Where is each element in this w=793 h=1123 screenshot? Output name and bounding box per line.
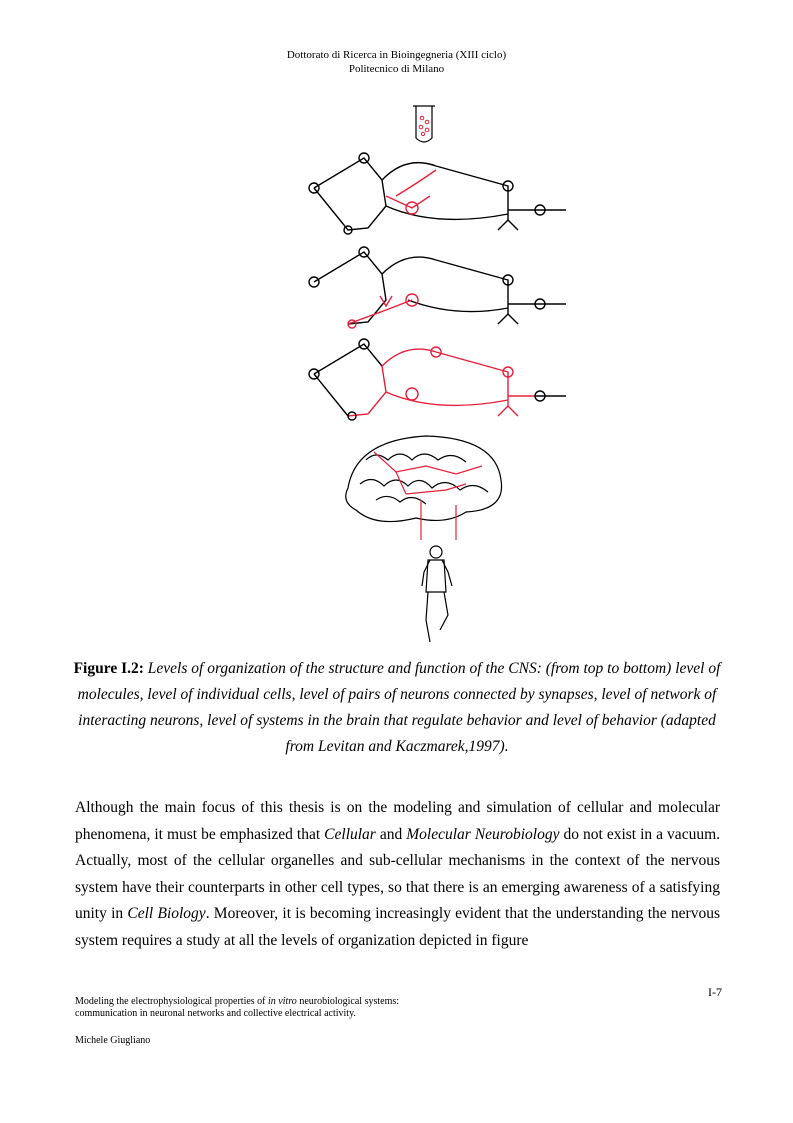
running-person-icon (422, 546, 452, 642)
caption-label: Figure I.2: (73, 660, 144, 677)
footer-emphasis: in vitro (268, 996, 297, 1007)
footer-segment: neurobiological systems: (296, 996, 400, 1007)
running-footer (75, 996, 575, 1020)
emphasis-cell-biology: Cell Biology (127, 905, 206, 922)
emphasis-cellular: Cellular (324, 825, 376, 843)
page-number: I-7 (708, 985, 722, 999)
paragraph-segment: and (375, 825, 407, 843)
paragraph-segment: Although the main focus of this thesis is on the modeling and simulation of cellular and molecular phenomena, it must be emphasized that (75, 799, 720, 843)
header-program: Dottorato di Ricerca in Bioingegneria (XIII ciclo) (286, 49, 507, 61)
body-paragraph (75, 795, 720, 954)
paragraph-segment: . Moreover, it is becoming increasingly evident that the understanding the nervous system requires a study at all the levels of organization depicted in figure (75, 905, 720, 949)
footer-title-line1 (75, 996, 575, 1008)
running-header (0, 48, 793, 76)
neuron-network-level-synapses (309, 247, 566, 328)
neuron-network-level-cells (309, 153, 566, 234)
footer-segment: Modeling the electrophysiological properties of (75, 996, 269, 1007)
figure-caption (72, 656, 722, 760)
test-tube-icon (413, 106, 435, 142)
header-institution: Politecnico di Milano (348, 63, 445, 75)
neuron-network-level-network (309, 339, 566, 420)
cns-levels-figure (296, 100, 576, 648)
footer-title-line2: communication in neuronal networks and collective electrical activity. (75, 1008, 356, 1019)
brain-icon (346, 436, 502, 540)
author-name: Michele Giugliano (75, 1035, 151, 1046)
caption-text: Levels of organization of the structure and function of the CNS: (from top to bottom) level of molecules, level of individual cells, level of pairs of neurons connected by synapses, level of network of interacting neurons, level of systems in the brain that regulate behavior and level of behavior (adapted from Levitan and Kaczmarek,1997). (77, 660, 721, 755)
paragraph-segment: do not exist in a vacuum. Actually, most of the cellular organelles and sub-cellular mechanisms in the context of the nervous system have their counterparts in other cell types, so that there is an emerging awareness of a satisfying unity in (75, 825, 721, 922)
emphasis-molecular-neurobiology: Molecular Neurobiology (406, 825, 560, 843)
